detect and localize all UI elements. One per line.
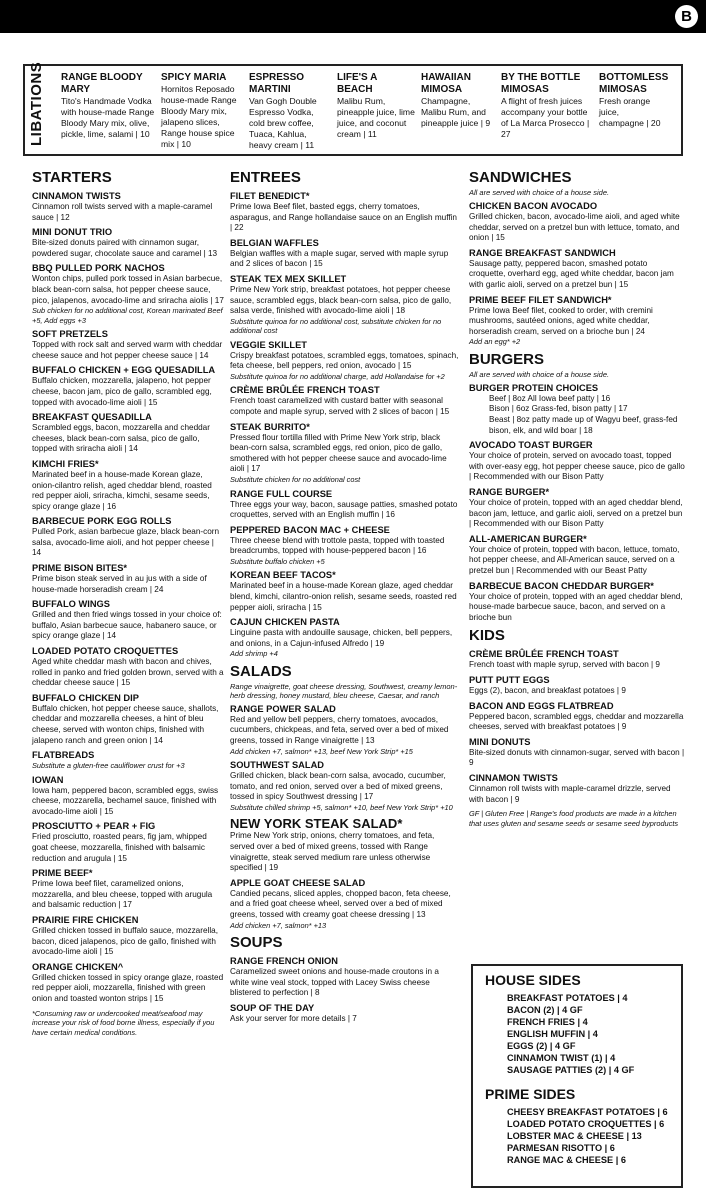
item-description: Prime Iowa beef filet, caramelized onions, mozzarella, and bleu cheese, topped with arugula and balsamic reduction | 17	[32, 879, 213, 910]
starters-list	[32, 191, 224, 1005]
item-description: Bite-sized donuts with cinnamon-sugar, served with bacon | 9	[469, 747, 685, 768]
menu-item	[32, 191, 224, 223]
raw-food-warning: *Consuming raw or undercooked meat/seafood may increase your risk of food borne illness, especially if you have certain medical conditions.	[32, 1008, 215, 1037]
item-name: MINI DONUTS	[469, 736, 531, 747]
menu-item	[230, 422, 460, 485]
item-description: French toast caramelized with custard batter with seasonal compote and maple syrup, served with 2 slices of bacon | 15	[230, 396, 450, 417]
menu-item	[32, 750, 224, 771]
menu-item	[230, 816, 460, 873]
item-name: RANGE FRENCH ONION	[230, 956, 338, 967]
menu-item	[32, 821, 224, 864]
menu-item	[469, 201, 685, 244]
item-name: PRIME BEEF FILET SANDWICH*	[469, 294, 612, 305]
item-name: SOUTHWEST SALAD	[230, 760, 324, 771]
item-description: Red and yellow bell peppers, cherry tomatoes, avocados, cucumbers, chickpeas, and feta, served over a bed of mixed greens, tossed in Range vinaigrette | 13	[230, 714, 449, 746]
menu-item	[230, 1003, 460, 1025]
menu-item	[469, 581, 685, 624]
item-name: CRÈME BRÛLÉE FRENCH TOAST	[230, 385, 380, 396]
menu-item	[32, 227, 224, 259]
menu-item	[32, 868, 224, 911]
item-name: AVOCADO TOAST BURGER	[469, 440, 593, 451]
item-description: Pulled Pork, asian barbecue glaze, black bean-corn salsa, avocado-lime aioli, and hot pepper cheese | 14	[32, 527, 220, 558]
item-note: Add shrimp +4	[230, 649, 278, 659]
libation-desc: Van Gogh Double Espresso Vodka, cold brew coffee, Tuaca, Kahlua, heavy cream | 11	[249, 96, 317, 150]
menu-item	[469, 773, 685, 805]
item-description: Iowa ham, peppered bacon, scrambled eggs, swiss cheese, mozzarella, bechamel sauce, finished with avocado-lime aioli | 15	[32, 785, 219, 816]
item-name: PRAIRIE FIRE CHICKEN	[32, 915, 139, 926]
libation-item	[421, 72, 501, 151]
item-description: Marinated beef in a house-made Korean glaze, onion-cilantro relish, aged cheddar blend, roasted red pepper aioli, sriracha, kimchi, sesame seeds, spicy orange glaze | 16	[32, 469, 212, 511]
item-description: Grilled chicken, black bean-corn salsa, avocado, cucumber, tomato, and red onion, served over a bed of mixed greens, tossed in spicy Southwest dressing | 17	[230, 771, 446, 802]
side-item: LOADED POTATO CROQUETTES | 6	[507, 1119, 665, 1129]
libations-box	[23, 61, 683, 156]
item-name: ORANGE CHICKEN^	[32, 961, 124, 972]
item-name: BUFFALO WINGS	[32, 599, 110, 610]
item-name: BBQ PULLED PORK NACHOS	[32, 263, 165, 274]
item-description: Peppered bacon, scrambled eggs, cheddar and mozzarella cheeses, served with breakfast potatoes | 9	[469, 711, 684, 732]
libation-desc: A flight of fresh juices accompany your bottle of La Marca Prosecco | 27	[501, 96, 590, 139]
item-description: Your choice of protein, topped with an aged cheddar blend, house-made barbecue sauce, bacon, and served on a brioche bun	[469, 591, 683, 622]
libation-item	[337, 72, 421, 151]
item-description: Pressed flour tortilla filled with Prime New York strip, black bean-corn salsa, scrambled eggs, red onion, pico de gallo, smothered with hot pepper cheese sauce and avocado-lime aioli | 17	[230, 432, 447, 474]
menu-item	[32, 693, 224, 746]
item-name: BARBECUE PORK EGG ROLLS	[32, 516, 172, 527]
item-note: Add an egg* +2	[469, 337, 521, 347]
sandwiches-note: All are served with choice of a house side.	[469, 188, 610, 197]
menu-item	[469, 440, 685, 483]
item-description: Prime Iowa Beef filet, cooked to order, with cremini mushrooms, sautéed onions, aged white cheddar, horseradish cream, served on a brioche bun | 24	[469, 305, 653, 336]
item-name: PEPPERED BACON MAC + CHEESE	[230, 524, 390, 535]
menu-item	[469, 487, 685, 530]
side-item: LOBSTER MAC & CHEESE | 13	[507, 1131, 642, 1141]
item-description: Belgian waffles with a maple sugar, served with maple syrup and 2 slices of bacon | 15	[230, 248, 449, 269]
column-middle	[230, 167, 460, 1028]
libation-desc: Malibu Rum, pineapple juice, lime juice, and coconut cream | 11	[337, 96, 415, 139]
item-description: Three cheese blend with trottole pasta, topped with toasted breadcrumbs, topped with house-peppered bacon | 16	[230, 535, 445, 556]
item-description: Wonton chips, pulled pork tossed in Asian barbecue, black bean-corn salsa, hot pepper cheese sauce, pico, jalapenos, avocado-lime and sriracha aiolis | 17	[32, 274, 224, 305]
libations-list	[61, 72, 677, 151]
column-right	[469, 167, 685, 828]
item-name: BUFFALO CHICKEN DIP	[32, 692, 139, 703]
libation-name: BOTTOMLESS MIMOSAS	[599, 72, 669, 95]
menu-item	[32, 915, 224, 958]
salads-title: SALADS	[230, 662, 292, 680]
menu-item	[469, 701, 685, 733]
item-description: Linguine pasta with andouille sausage, chicken, bell peppers, and onions, in a Cajun-infused Alfredo | 19	[230, 628, 453, 648]
entrees-title: ENTREES	[230, 169, 301, 186]
kids-title: KIDS	[469, 627, 505, 645]
item-description: Grilled chicken tossed in buffalo sauce, mozzarella, bacon, diced jalapenos, pico de gallo, finished with avocado-lime aioli | 15	[32, 926, 218, 957]
item-name: RANGE BREAKFAST SANDWICH	[469, 247, 616, 258]
side-item: RANGE MAC & CHEESE | 6	[507, 1155, 626, 1165]
item-description: Scrambled eggs, bacon, mozzarella and cheddar cheeses, black bean-corn salsa, pico de gallo, topped with sriracha aioli | 14	[32, 423, 210, 454]
item-name: PRIME BISON BITES*	[32, 563, 128, 574]
item-description: Sausage patty, peppered bacon, smashed potato croquette, overhard egg, aged white cheddar, bacon jam with garlic aioli, served on a pretzel bun | 15	[469, 258, 674, 289]
burgers-note: All are served with choice of a house side.	[469, 369, 610, 379]
item-name: ALL-AMERICAN BURGER*	[469, 533, 587, 544]
sandwiches-list	[469, 201, 685, 347]
item-description: French toast with maple syrup, served with bacon | 9	[469, 660, 660, 670]
item-name: VEGGIE SKILLET	[230, 339, 307, 350]
item-name: RANGE BURGER*	[469, 487, 550, 497]
protein-bison: Bison | 6oz Grass-fed, bison patty | 17	[489, 404, 628, 414]
item-description: Ask your server for more details | 7	[230, 1013, 357, 1023]
soups-title: SOUPS	[230, 934, 283, 952]
item-description: Eggs (2), bacon, and breakfast potatoes | 9	[469, 685, 626, 695]
item-description: Grilled chicken, bacon, avocado-lime aioli, and aged white cheddar, served on a pretzel bun with lettuce, tomato, and onion | 15	[469, 212, 680, 243]
item-description: Fried prosciutto, roasted pears, fig jam, whipped goat cheese, mozzarella, finished with balsamic reduction and arugula | 15	[32, 832, 207, 863]
menu-item	[469, 534, 685, 577]
protein-beast: Beast | 8oz patty made up of Wagyu beef, grass-fed bison, elk, and wild boar | 18	[489, 415, 678, 435]
item-name: IOWAN	[32, 774, 64, 785]
libation-item	[249, 72, 337, 151]
item-name: BELGIAN WAFFLES	[230, 237, 319, 248]
menu-item	[469, 737, 685, 769]
sides-box	[471, 964, 683, 1188]
item-name: PUTT PUTT EGGS	[469, 674, 550, 685]
item-name: BREAKFAST QUESADILLA	[32, 412, 152, 423]
item-name: BUFFALO CHICKEN + EGG QUESADILLA	[32, 365, 216, 376]
item-name: KOREAN BEEF TACOS*	[230, 570, 336, 581]
menu-item	[32, 516, 224, 559]
menu-item	[32, 563, 224, 595]
menu-item	[230, 340, 460, 382]
item-note: Substitute a gluten-free cauliflower crust for +3	[32, 761, 185, 771]
menu-item	[230, 489, 460, 521]
item-description: Candied pecans, sliced apples, chopped bacon, feta cheese, and a fried goat cheese wheel, served over a bed of mixed greens, tossed with creamy goat cheese dressing | 13	[230, 888, 451, 919]
side-item: CINNAMON TWIST (1) | 4	[507, 1053, 616, 1063]
menu-item	[230, 191, 460, 234]
item-note: Substitute quinoa for no additional charge, add Hollandaise for +2	[230, 371, 445, 381]
item-name: FLATBREADS	[32, 750, 95, 761]
item-name: STEAK TEX MEX SKILLET	[230, 273, 347, 284]
menu-item	[230, 617, 460, 659]
side-item: BREAKFAST POTATOES | 4	[507, 993, 628, 1003]
burgers-list	[469, 440, 685, 623]
side-item: CHEESY BREAKFAST POTATOES | 6	[507, 1107, 668, 1117]
libation-desc: Tito's Handmade Vodka with house-made Range Bloody Mary mix, olive, pickle, lime, salami | 10	[61, 96, 155, 139]
menu-item	[230, 570, 460, 613]
item-name: BARBECUE BACON CHEDDAR BURGER*	[469, 580, 654, 591]
menu-item	[32, 329, 224, 361]
menu-item	[230, 956, 460, 999]
menu-item	[469, 675, 685, 697]
item-name: RANGE POWER SALAD	[230, 703, 336, 714]
item-note: Substitute quinoa for no additional cost, substitute chicken for no additional cost	[230, 316, 442, 336]
menu-item	[32, 962, 224, 1005]
item-description: Cinnamon roll twists with maple-caramel drizzle, served with bacon | 9	[469, 783, 671, 804]
burger-protein-choices	[469, 383, 685, 436]
libation-name: RANGE BLOODY MARY	[61, 72, 143, 95]
prime-sides-title: PRIME SIDES	[485, 1086, 576, 1102]
top-bar	[0, 0, 706, 33]
item-name: CINNAMON TWISTS	[32, 191, 121, 201]
libation-name: SPICY MARIA	[161, 72, 227, 83]
item-description: Buffalo chicken, hot pepper cheese sauce, shallots, cheddar and mozzarella cheeses, a hint of bleu cheese, served with wonton chips, finished with jalapeno ranch and green onion | 14	[32, 703, 219, 745]
side-item: SAUSAGE PATTIES (2) | 4 GF	[507, 1065, 635, 1075]
menu-item	[469, 295, 685, 347]
soups-list	[230, 956, 460, 1024]
item-description: Your choice of protein, served on avocado toast, topped with over-easy egg, hot pepper cheese sauce, pico de gallo | Recommended with our Bison Patty	[469, 451, 685, 482]
item-description: Marinated beef in a house-made Korean glaze, aged cheddar blend, kimchi, cilantro-onion relish, sesame seeds, roasted red pepper aioli, sriracha | 15	[230, 581, 457, 612]
libation-desc: Hornitos Reposado house-made Range Bloody Mary mix, jalapeno slices, Range house spice mix | 10	[161, 84, 237, 149]
menu-item	[230, 878, 460, 930]
item-note: Substitute chilled shrimp +5, salmon* +10, beef New York Strip* +10	[230, 802, 453, 812]
item-description: Prime bison steak served in au jus with a side of house-made horseradish cream | 24	[32, 574, 207, 594]
libations-title: LIBATIONS	[28, 61, 45, 146]
item-name: RANGE FULL COURSE	[230, 488, 333, 499]
libation-name: ESPRESSO MARTINI	[249, 72, 305, 95]
libation-desc: Champagne, Malibu Rum, and pineapple juice | 9	[421, 96, 491, 128]
salads-list	[230, 704, 460, 930]
burger-protein-title: BURGER PROTEIN CHOICES	[469, 382, 599, 393]
menu-item	[230, 525, 460, 567]
item-description: Grilled and then fried wings tossed in your choice of: buffalo, Asian barbecue sauce, habanero sauce, or spicy orange glaze | 14	[32, 610, 222, 641]
item-name: STEAK BURRITO*	[230, 421, 310, 432]
libation-item	[61, 72, 161, 151]
sandwiches-title: SANDWICHES	[469, 169, 572, 186]
salads-dressings-note: Range vinaigrette, goat cheese dressing, Southwest, creamy lemon-herb dressing, honey mustard, bleu cheese, Caesar, and ranch	[230, 681, 458, 700]
item-name: PROSCIUTTO + PEAR + FIG	[32, 821, 156, 832]
item-note: Substitute chicken for no additional cost	[230, 475, 361, 484]
protein-beef: Beef | 8oz All Iowa beef patty | 16	[489, 393, 611, 403]
item-description: Crispy breakfast potatoes, scrambled eggs, tomatoes, spinach, feta cheese, bell peppers, red onion, avocado | 15	[230, 350, 459, 371]
menu-item	[230, 760, 460, 812]
menu-item	[32, 646, 224, 689]
section-badge: B	[675, 5, 698, 28]
menu-item	[32, 263, 224, 325]
menu-item	[32, 599, 224, 642]
menu-item	[230, 238, 460, 270]
item-name: CINNAMON TWISTS	[469, 772, 558, 783]
libation-name: LIFE'S A BEACH	[337, 72, 377, 95]
item-note: Add chicken +7, salmon* +13	[230, 920, 327, 930]
libation-item	[501, 72, 599, 151]
item-description: Topped with rock salt and served warm with cheddar cheese sauce and hot pepper cheese sauce | 14	[32, 340, 223, 360]
menu-item	[230, 385, 460, 417]
menu-item	[469, 649, 685, 671]
item-name: APPLE GOAT CHEESE SALAD	[230, 877, 366, 888]
burgers-title: BURGERS	[469, 350, 545, 368]
libation-desc: Fresh orange juice, champagne | 20	[599, 96, 661, 128]
item-name: KIMCHI FRIES*	[32, 458, 99, 469]
item-description: Prime Iowa Beef filet, basted eggs, cherry tomatoes, asparagus, and Range hollandaise sauce on an English muffin | 22	[230, 202, 457, 233]
menu-item	[32, 365, 224, 408]
item-note: Sub chicken for no additional cost, Korean marinated Beef +5, Add eggs +3	[32, 306, 223, 325]
entrees-list	[230, 191, 460, 659]
item-description: Buffalo chicken, mozzarella, jalapeno, hot pepper cheese, bacon jam, pico de gallo, scrambled egg, topped with avocado-lime aioli | 15	[32, 376, 212, 407]
item-description: Bite-sized donuts paired with cinnamon sugar, powdered sugar, chocolate sauce and caramel | 13	[32, 238, 218, 258]
libation-name: BY THE BOTTLE MIMOSAS	[501, 72, 581, 95]
item-name: NEW YORK STEAK SALAD*	[230, 816, 403, 832]
menu-item	[32, 412, 224, 455]
side-item: ENGLISH MUFFIN | 4	[507, 1029, 598, 1039]
item-name: CHICKEN BACON AVOCADO	[469, 201, 598, 211]
column-left	[32, 167, 224, 1037]
item-name: CRÈME BRÛLÉE FRENCH TOAST	[469, 649, 619, 660]
menu-item	[32, 459, 224, 512]
house-sides-title: HOUSE SIDES	[485, 972, 581, 988]
libation-name: HAWAIIAN MIMOSA	[421, 72, 471, 95]
item-name: MINI DONUT TRIO	[32, 227, 113, 238]
menu-item	[469, 248, 685, 291]
item-note: Add chicken +7, salmon* +13, beef New York Strip* +15	[230, 746, 413, 756]
item-name: CAJUN CHICKEN PASTA	[230, 617, 340, 628]
menu-item	[230, 704, 460, 756]
side-item: FRENCH FRIES | 4	[507, 1017, 588, 1027]
item-description: Three eggs your way, bacon, sausage patties, smashed potato croquettes, served with an English muffin | 16	[230, 499, 458, 520]
item-note: Substitute buffalo chicken +5	[230, 556, 325, 566]
item-name: FILET BENEDICT*	[230, 191, 310, 201]
libation-item	[599, 72, 669, 151]
item-description: Prime New York strip, onions, cherry tomatoes, and feta, served over a bed of mixed greens, tossed with Range vinaigrette, steak served medium rare unless otherwise specified | 19	[230, 831, 435, 873]
libation-item	[161, 72, 249, 151]
item-description: Prime New York strip, breakfast potatoes, hot pepper cheese sauce, scrambled eggs, black bean-corn salsa, pico de gallo, salsa verde, finished with avocado-lime aioli | 18	[230, 284, 452, 316]
item-description: Caramelized sweet onions and house-made croutons in a white wine veal stock, topped with Lacey Swiss cheese blistered to perfection | 8	[230, 967, 439, 998]
side-item: PARMESAN RISOTTO | 6	[507, 1143, 615, 1153]
side-item: EGGS (2) | 4 GF	[507, 1041, 576, 1051]
kids-list	[469, 649, 685, 805]
item-description: Your choice of protein, topped with an aged cheddar blend, bacon jam, lettuce, and garlic aioli, served on a pretzel bun | Recommended with our Bison Patty	[469, 498, 683, 529]
item-name: BACON AND EGGS FLATBREAD	[469, 700, 614, 711]
prime-sides-list	[481, 1106, 673, 1166]
item-name: SOUP OF THE DAY	[230, 1002, 315, 1013]
item-description: Aged white cheddar mash with bacon and chives, rolled in panko and fried golden brown, served with a cheddar cheese sauce | 15	[32, 657, 224, 688]
house-sides-list	[481, 992, 673, 1076]
item-description: Grilled chicken tossed in spicy orange glaze, roasted red pepper aioli, mozzarella, finished with green onion and toasted wonton strips | 15	[32, 972, 224, 1003]
item-description: Your choice of protein, topped with bacon, lettuce, tomato, hot pepper cheese, and All-American sauce, served on a pretzel bun | Recommended with our Beast Patty	[469, 544, 680, 575]
starters-title: STARTERS	[32, 169, 112, 186]
side-item: BACON (2) | 4 GF	[507, 1005, 583, 1015]
menu-item	[230, 274, 460, 336]
item-name: PRIME BEEF*	[32, 868, 93, 879]
menu-item	[32, 775, 224, 818]
gluten-free-note: GF | Gluten Free | Range's food products are made in a kitchen that uses gluten and sesame seeds or sesame seed byproducts	[469, 809, 679, 828]
item-name: SOFT PRETZELS	[32, 329, 108, 340]
item-name: LOADED POTATO CROQUETTES	[32, 646, 179, 657]
item-description: Cinnamon roll twists served with a maple-caramel sauce | 12	[32, 202, 213, 222]
